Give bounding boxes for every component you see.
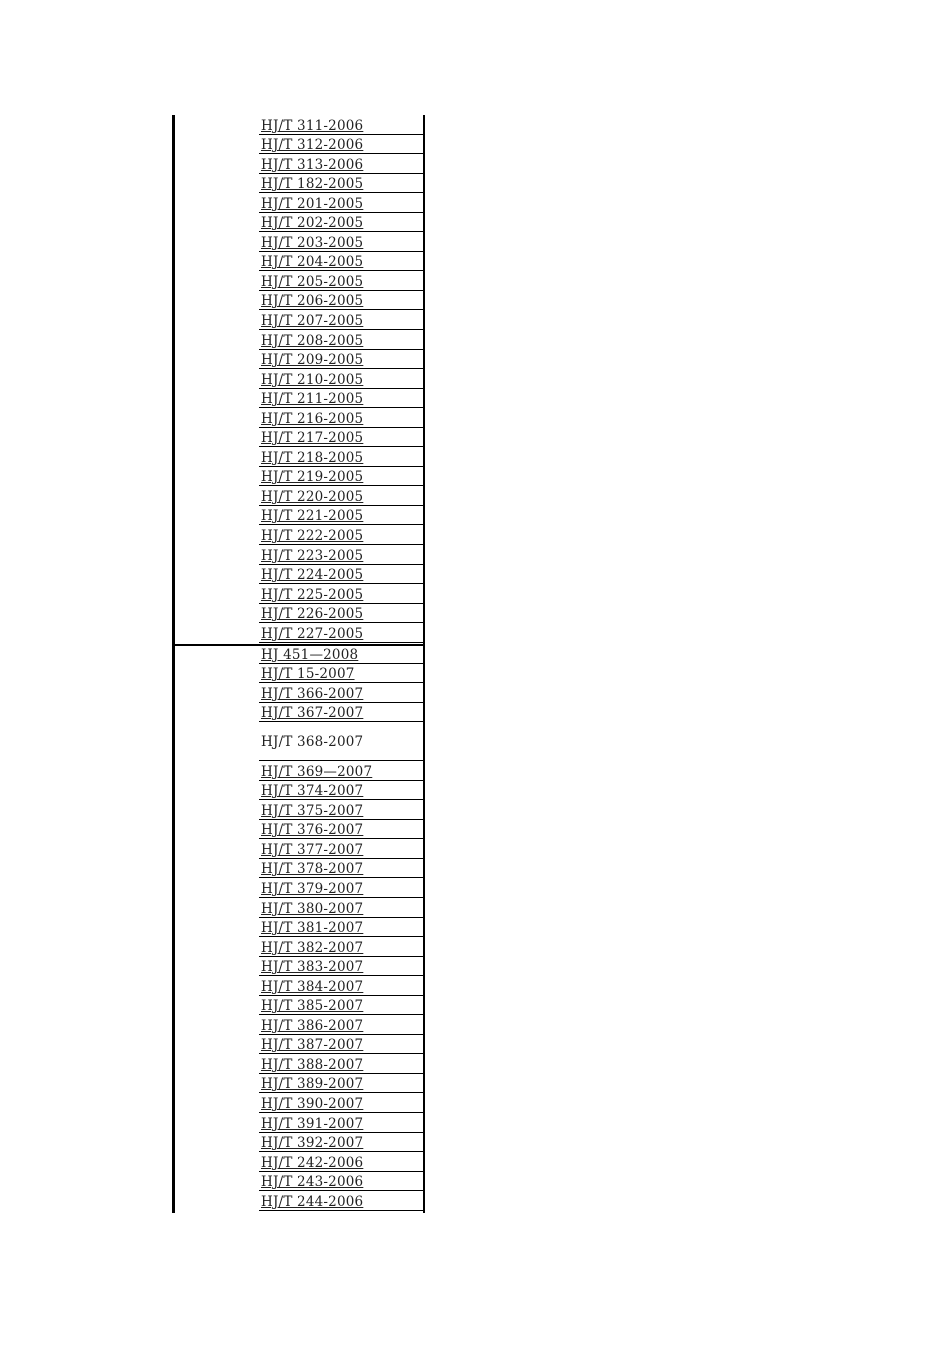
standard-code-link[interactable]: HJ/T 182-2005 [261, 176, 364, 193]
table-row [259, 683, 423, 703]
table-row [259, 389, 423, 409]
standard-code-link[interactable]: HJ/T 227-2005 [261, 625, 364, 642]
table-row [259, 486, 423, 506]
table-row [259, 664, 423, 684]
table-row [259, 193, 423, 213]
standard-code-link[interactable]: HJ/T 374-2007 [261, 783, 364, 800]
standard-code-link[interactable]: HJ/T 201-2005 [261, 195, 364, 212]
standard-code-link[interactable]: HJ/T 226-2005 [261, 606, 364, 623]
category-cell-b [175, 644, 259, 1213]
standard-code-list-a [259, 115, 423, 643]
standard-code-link[interactable]: HJ/T 222-2005 [261, 528, 364, 545]
standard-code-link[interactable]: HJ/T 209-2005 [261, 352, 364, 369]
table-row [259, 1152, 423, 1172]
table-row [259, 839, 423, 859]
table-row [259, 1172, 423, 1192]
standard-code-link[interactable]: HJ/T 225-2005 [261, 586, 364, 603]
standard-code-link[interactable]: HJ/T 313-2006 [261, 156, 364, 173]
table-row [259, 976, 423, 996]
table-row [259, 859, 423, 879]
table-row [259, 428, 423, 448]
standard-code-link[interactable]: HJ/T 219-2005 [261, 469, 364, 486]
standard-code-link[interactable]: HJ/T 388-2007 [261, 1056, 364, 1073]
table-row [259, 369, 423, 389]
standard-code-link[interactable]: HJ/T 210-2005 [261, 371, 364, 388]
standard-code-link[interactable]: HJ/T 207-2005 [261, 313, 364, 330]
standard-code-link[interactable]: HJ 451—2008 [261, 646, 359, 663]
table-row [259, 918, 423, 938]
table-row [259, 467, 423, 487]
standard-code-link[interactable]: HJ/T 384-2007 [261, 978, 364, 995]
standard-code-link[interactable]: HJ/T 383-2007 [261, 959, 364, 976]
standards-table [172, 115, 425, 1213]
standard-code-link[interactable]: HJ/T 208-2005 [261, 332, 364, 349]
standard-code-link[interactable]: HJ/T 220-2005 [261, 488, 364, 505]
standard-code-link[interactable]: HJ/T 202-2005 [261, 215, 364, 232]
table-row [259, 115, 423, 135]
table-row [259, 800, 423, 820]
table-row [259, 252, 423, 272]
table-row [259, 1191, 423, 1211]
standard-code-link[interactable]: HJ/T 15-2007 [261, 666, 355, 683]
standard-code-link[interactable]: HJ/T 378-2007 [261, 861, 364, 878]
table-row [259, 878, 423, 898]
standard-code-link[interactable]: HJ/T 389-2007 [261, 1076, 364, 1093]
standard-code-link[interactable]: HJ/T 385-2007 [261, 998, 364, 1015]
standard-code-link[interactable]: HJ/T 387-2007 [261, 1037, 364, 1054]
table-row [259, 584, 423, 604]
standard-code-link[interactable]: HJ/T 217-2005 [261, 430, 364, 447]
table-group-a [172, 115, 425, 644]
table-row [259, 703, 423, 723]
table-row [259, 1133, 423, 1153]
table-row [259, 154, 423, 174]
table-row [259, 350, 423, 370]
table-row [259, 761, 423, 781]
standard-code-link[interactable]: HJ/T 375-2007 [261, 802, 364, 819]
table-row [259, 545, 423, 565]
standard-code-link[interactable]: HJ/T 369—2007 [261, 763, 373, 780]
standard-code-link[interactable]: HJ/T 216-2005 [261, 410, 364, 427]
table-row [259, 1054, 423, 1074]
table-row [259, 898, 423, 918]
standard-code-link[interactable]: HJ/T 380-2007 [261, 900, 364, 917]
table-group-b [172, 644, 425, 1213]
table-row [259, 291, 423, 311]
standard-code-link[interactable]: HJ/T 376-2007 [261, 822, 364, 839]
standard-code-link[interactable]: HJ/T 377-2007 [261, 841, 364, 858]
standard-code-link[interactable]: HJ/T 206-2005 [261, 293, 364, 310]
table-row [259, 506, 423, 526]
standard-code-link[interactable]: HJ/T 242-2006 [261, 1154, 364, 1171]
table-row [259, 957, 423, 977]
table-row [259, 135, 423, 155]
table-row [259, 174, 423, 194]
standard-code-link[interactable]: HJ/T 224-2005 [261, 567, 364, 584]
table-row [259, 271, 423, 291]
standard-code-link[interactable]: HJ/T 379-2007 [261, 881, 364, 898]
table-row [259, 525, 423, 545]
table-row [259, 937, 423, 957]
standard-code-link[interactable]: HJ/T 391-2007 [261, 1115, 364, 1132]
standard-code-link[interactable]: HJ/T 204-2005 [261, 254, 364, 271]
standard-code-link[interactable]: HJ/T 221-2005 [261, 508, 364, 525]
table-row [259, 623, 423, 643]
standard-code-link[interactable]: HJ/T 244-2006 [261, 1193, 364, 1210]
table-row [259, 1093, 423, 1113]
table-row [259, 604, 423, 624]
table-row [259, 447, 423, 467]
standard-code-link[interactable]: HJ/T 368-2007 [261, 734, 364, 751]
standard-code-link[interactable]: HJ/T 223-2005 [261, 547, 364, 564]
table-row [259, 565, 423, 585]
table-row [259, 1035, 423, 1055]
table-row [259, 330, 423, 350]
standard-code-link[interactable]: HJ/T 381-2007 [261, 920, 364, 937]
table-row [259, 996, 423, 1016]
standard-code-link[interactable]: HJ/T 382-2007 [261, 939, 364, 956]
standard-code-link[interactable]: HJ/T 203-2005 [261, 234, 364, 251]
standard-code-link[interactable]: HJ/T 311-2006 [261, 117, 364, 134]
table-row [259, 1113, 423, 1133]
table-row [259, 1015, 423, 1035]
table-row [259, 232, 423, 252]
standard-code-list-b [259, 644, 423, 1211]
standard-code-link[interactable]: HJ/T 392-2007 [261, 1135, 364, 1152]
table-row [259, 408, 423, 428]
table-row [259, 644, 423, 664]
standard-code-link[interactable]: HJ/T 386-2007 [261, 1017, 364, 1034]
standard-code-link[interactable]: HJ/T 243-2006 [261, 1174, 364, 1191]
standard-code-link[interactable]: HJ/T 312-2006 [261, 137, 364, 154]
standard-code-link[interactable]: HJ/T 367-2007 [261, 705, 364, 722]
standard-code-link[interactable]: HJ/T 366-2007 [261, 685, 364, 702]
table-row [259, 820, 423, 840]
table-row [259, 722, 423, 761]
standard-code-link[interactable]: HJ/T 390-2007 [261, 1096, 364, 1113]
table-row [259, 310, 423, 330]
standard-code-link[interactable]: HJ/T 211-2005 [261, 391, 364, 408]
standard-code-link[interactable]: HJ/T 205-2005 [261, 273, 364, 290]
table-row [259, 781, 423, 801]
table-row [259, 1074, 423, 1094]
category-cell-a [175, 115, 259, 644]
standard-code-link[interactable]: HJ/T 218-2005 [261, 449, 364, 466]
table-row [259, 213, 423, 233]
